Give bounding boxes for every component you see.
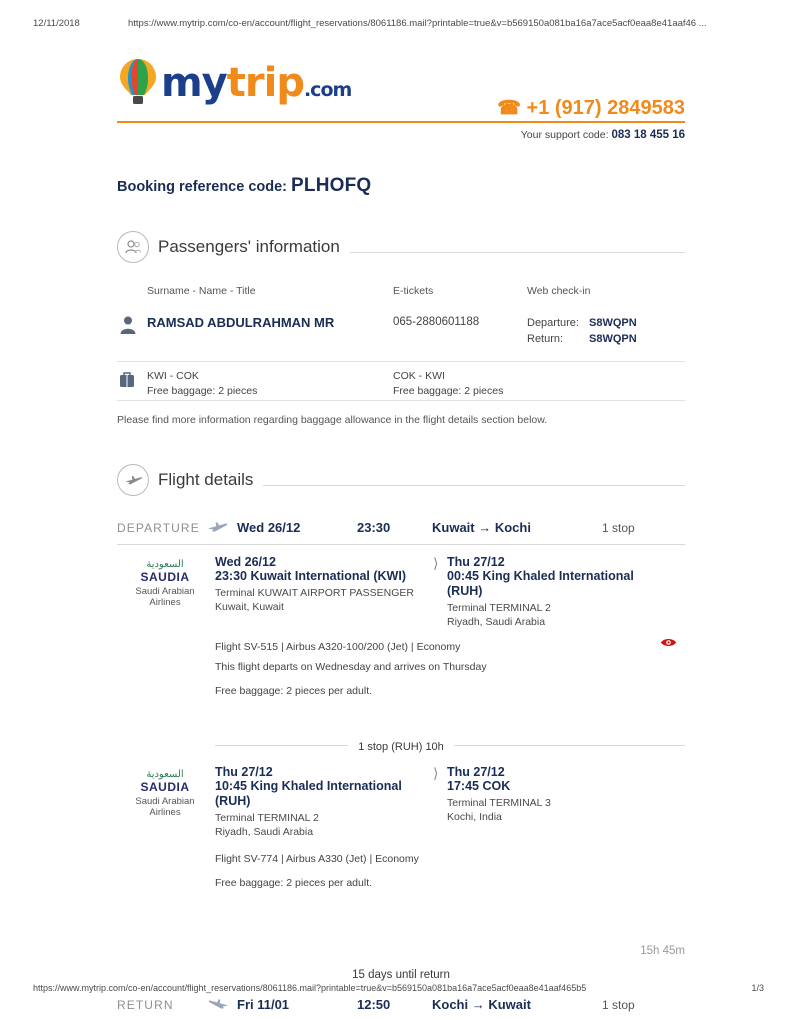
stopover-divider (117, 737, 685, 753)
airline-sub-name: Saudi Arabian Airlines (135, 796, 195, 818)
airplane-icon (117, 464, 149, 496)
baggage-return-text: Free baggage: 2 pieces (393, 385, 504, 397)
segment-flight-meta: Flight SV-515 | Airbus A320-100/200 (Jet) | Economy (215, 641, 461, 653)
departure-leg-header (117, 518, 685, 542)
support-code-label: Your support code: (520, 129, 609, 141)
support-code-line (117, 129, 685, 141)
stopover-text: 1 stop (RUH) 10h (348, 741, 454, 753)
passengers-table-header (117, 285, 685, 299)
webcheckin-departure-label: Departure: (527, 317, 579, 329)
segment-departure-city: Kuwait, Kuwait (215, 601, 284, 613)
airline-name: SAUDIA (140, 780, 190, 794)
airline-sub-name: Saudi Arabian Airlines (135, 586, 195, 608)
webcheckin-return-code: S8WQPN (589, 333, 637, 345)
return-leg-header (117, 995, 685, 1019)
booking-reference (117, 175, 685, 197)
segment-overnight-note: This flight departs on Wednesday and arrives on Thursday (215, 661, 487, 673)
segment-arrival-block (447, 765, 667, 824)
airline-arabic-name: السعودية (146, 769, 184, 780)
segment-departure-date: Thu 27/12 (215, 765, 273, 779)
departure-time: 23:30 (357, 520, 391, 535)
baggage-row (117, 361, 685, 401)
support-phone (497, 97, 685, 120)
airline-name: SAUDIA (140, 570, 190, 584)
webcheckin-return-label: Return: (527, 333, 564, 345)
eye-icon[interactable] (660, 637, 677, 648)
baggage-outbound-route: KWI - COK (147, 370, 199, 382)
logo-wordmark (161, 60, 351, 106)
departure-plane-icon (207, 519, 229, 535)
baggage-return-route: COK - KWI (393, 370, 445, 382)
logo-com: .com (303, 79, 352, 101)
return-plane-icon (207, 996, 229, 1012)
segment-departure-terminal: Terminal TERMINAL 2 (215, 812, 319, 824)
logo-my: my (161, 60, 227, 106)
airline-logo-saudia (121, 559, 209, 608)
segment-departure-city: Riyadh, Saudi Arabia (215, 826, 314, 838)
passengers-section-rule (350, 252, 685, 253)
segment-departure-time-place: 10:45 King Khaled International (RUH) (215, 779, 402, 808)
segment-departure-date: Wed 26/12 (215, 555, 276, 569)
passenger-row (117, 313, 685, 355)
baggage-return (393, 369, 503, 399)
chevron-right-icon: ⟩ (433, 765, 439, 781)
footer-url: https://www.mytrip.com/co-en/account/flight_reservations/8061186.mail?printable=true&v=b569150a081ba16a7ace5acf0eaa8e41aaf465b5 (33, 983, 587, 993)
airline-arabic-name: السعودية (146, 559, 184, 570)
brand-divider (117, 121, 685, 123)
support-code-value: 083 18 455 16 (611, 129, 685, 141)
brand-header (117, 55, 685, 117)
segment-arrival-time-place: 17:45 COK (447, 779, 511, 793)
baggage-note: Please find more information regarding baggage allowance in the flight details section below. (117, 414, 548, 426)
flight-section-rule (263, 485, 685, 486)
col-header-etickets: E-tickets (393, 285, 434, 297)
phone-icon: ☎ (497, 98, 521, 119)
flight-segment (117, 755, 685, 939)
baggage-outbound (147, 369, 257, 399)
segment-arrival-terminal: Terminal TERMINAL 2 (447, 602, 551, 614)
departure-tag: DEPARTURE (117, 521, 200, 535)
support-phone-block (497, 97, 685, 120)
segment-arrival-date: Thu 27/12 (447, 765, 505, 779)
passengers-section-title: Passengers' information (158, 237, 340, 256)
flight-segment (117, 545, 685, 731)
segment-departure-block (215, 555, 425, 614)
segment-baggage: Free baggage: 2 pieces per adult. (215, 685, 373, 697)
col-header-webcheckin: Web check-in (527, 285, 591, 297)
return-time: 12:50 (357, 997, 391, 1012)
passenger-eticket: 065-2880601188 (393, 316, 480, 328)
total-duration: 15h 45m (640, 945, 685, 957)
return-stops: 1 stop (602, 998, 635, 1012)
segment-baggage: Free baggage: 2 pieces per adult. (215, 877, 373, 889)
footer-page-number: 1/3 (751, 983, 764, 993)
booking-reference-label: Booking reference code: (117, 179, 288, 195)
return-date: Fri 11/01 (237, 997, 290, 1012)
booking-reference-code: PLHOFQ (291, 175, 372, 196)
baggage-outbound-text: Free baggage: 2 pieces (147, 385, 258, 397)
departure-date: Wed 26/12 (237, 520, 301, 535)
balloon-icon (117, 57, 159, 109)
segment-arrival-city: Kochi, India (447, 811, 502, 823)
baggage-icon (119, 371, 135, 389)
print-header (0, 18, 797, 32)
print-date: 12/11/2018 (33, 18, 80, 29)
flight-section-title: Flight details (158, 470, 254, 489)
segment-departure-time-place: 23:30 Kuwait International (KWI) (215, 569, 406, 583)
passenger-webcheckin (527, 315, 637, 347)
logo-trip: trip (226, 60, 304, 106)
person-icon (119, 315, 137, 335)
print-url: https://www.mytrip.com/co-en/account/flight_reservations/8061186.mail?printable=true&v=b569150a081ba16a7ace5acf0eaa8e41aaf46 ... (128, 18, 707, 29)
departure-stops: 1 stop (602, 521, 635, 535)
days-until-return: 15 days until return (352, 969, 450, 981)
segment-arrival-date: Thu 27/12 (447, 555, 505, 569)
chevron-right-icon: ⟩ (433, 555, 439, 571)
airline-logo-saudia (121, 769, 209, 818)
mytrip-logo (117, 55, 351, 111)
return-tag: RETURN (117, 998, 174, 1012)
flight-section-header (117, 464, 685, 496)
segment-arrival-time-place: 00:45 King Khaled International (RUH) (447, 569, 634, 598)
segment-departure-terminal: Terminal KUWAIT AIRPORT PASSENGER (215, 587, 414, 599)
passengers-section-header (117, 231, 685, 263)
departure-route: Kuwait → Kochi (432, 520, 531, 535)
segment-arrival-block (447, 555, 667, 629)
segment-arrival-terminal: Terminal TERMINAL 3 (447, 797, 551, 809)
document-content (117, 55, 685, 1019)
passengers-icon (117, 231, 149, 263)
webcheckin-departure-code: S8WQPN (589, 317, 637, 329)
segment-arrival-city: Riyadh, Saudi Arabia (447, 616, 546, 628)
segment-departure-block (215, 765, 425, 839)
col-header-name: Surname - Name - Title (147, 285, 256, 297)
segment-flight-meta: Flight SV-774 | Airbus A330 (Jet) | Economy (215, 853, 419, 865)
support-phone-number: +1 (917) 2849583 (526, 97, 685, 119)
return-route: Kochi → Kuwait (432, 997, 531, 1012)
passenger-name: RAMSAD ABDULRAHMAN MR (147, 315, 335, 330)
